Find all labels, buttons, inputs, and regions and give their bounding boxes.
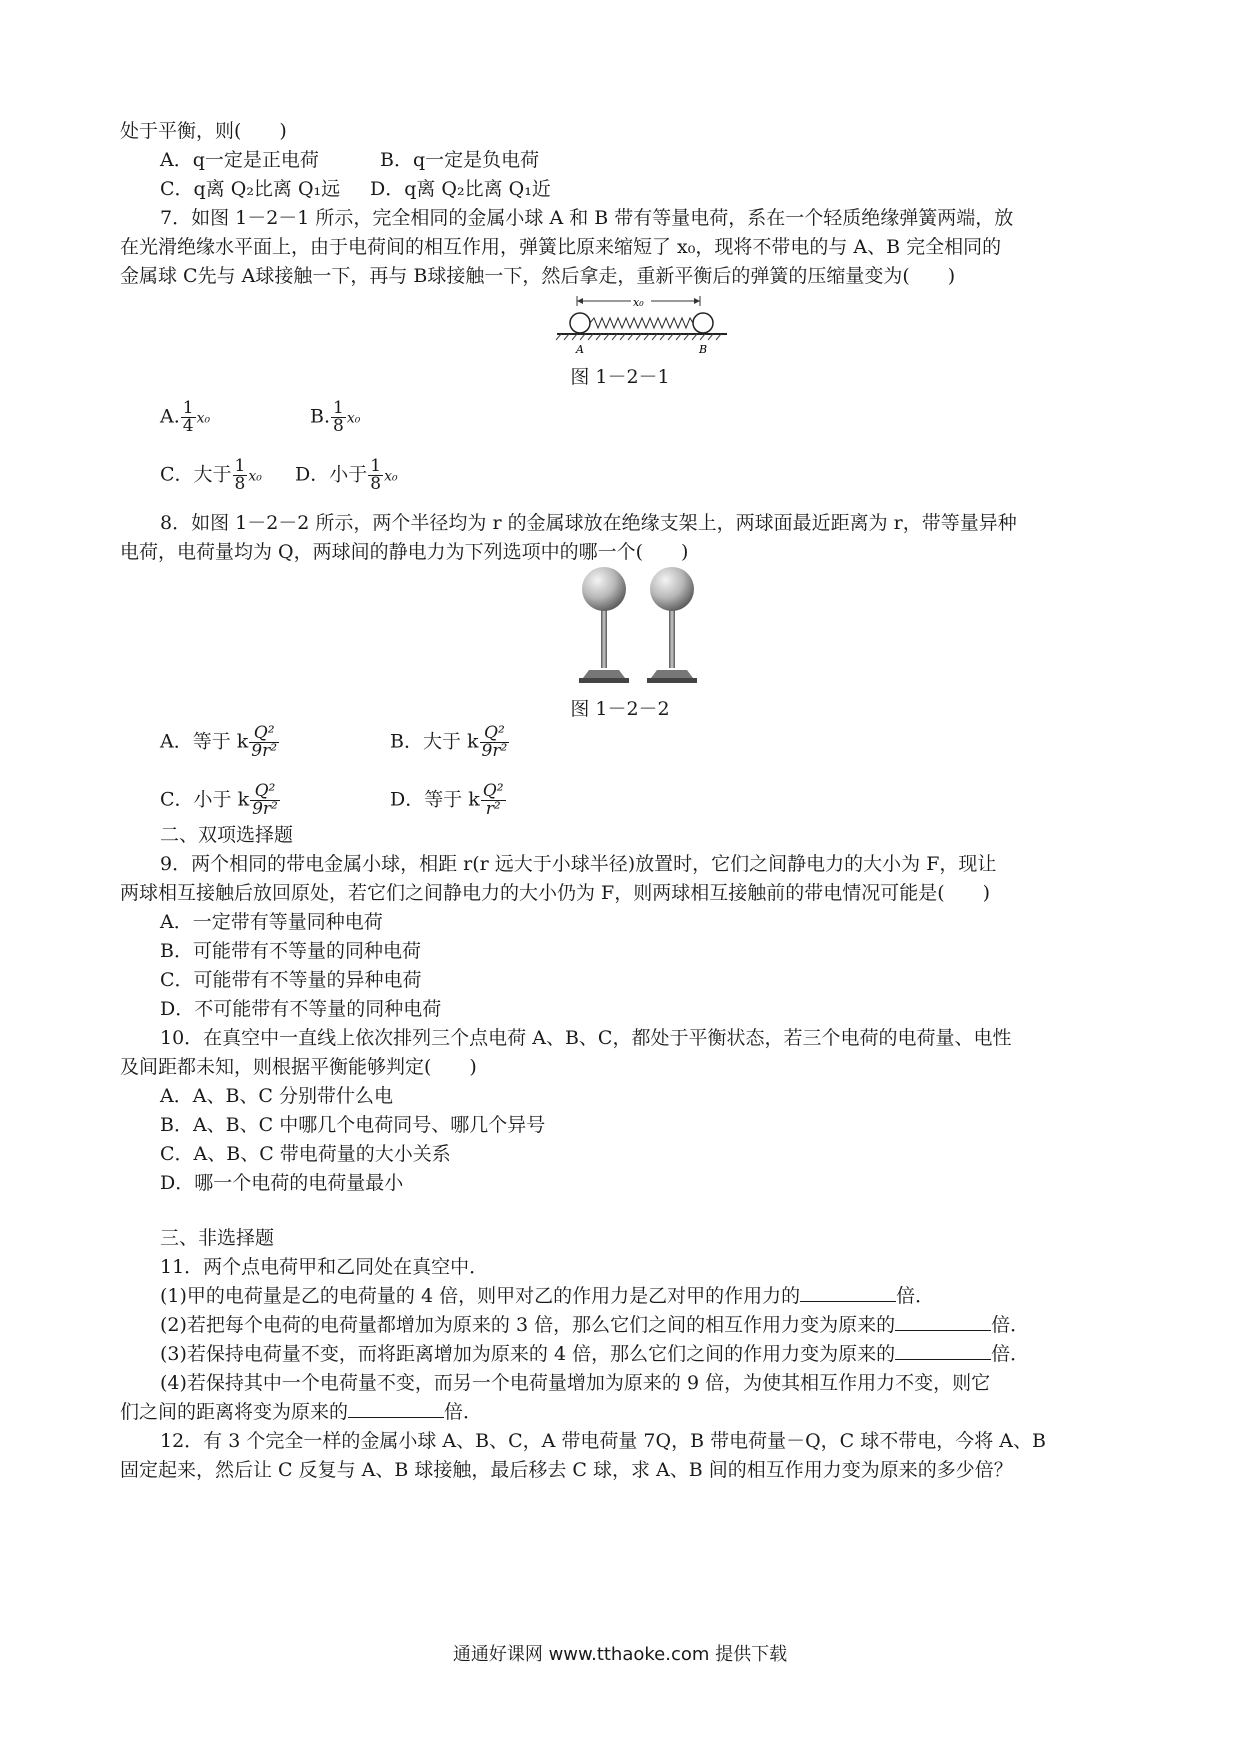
spring-figure — [555, 292, 730, 358]
q6-option-c: C．q离 Q₂比离 Q₁远 — [160, 178, 341, 200]
q7-option-d: D．小于 $\frac{1}{8}$ x₀ — [295, 456, 398, 494]
q10-option-a: A．A、B、C 分别带什么电 — [160, 1085, 393, 1107]
q10-option-d: D．哪一个电荷的电荷量最小 — [160, 1172, 404, 1194]
q7-option-a: A. $\frac{1}{4}$ x₀ — [160, 398, 211, 436]
q8-option-a: A．等于 k $\frac{\text{Q²}}{\text{9r²}}$ — [160, 723, 278, 761]
q9-stem-line1: 9．两个相同的带电金属小球，相距 r(r 远大于小球半径)放置时，它们之间静电力的大小为 F，现让 — [160, 853, 997, 875]
answer-blank-4[interactable] — [348, 1399, 444, 1418]
figure-1-2-1-caption: 图 1－2－1 — [570, 366, 670, 388]
q11-part-4-line2: 们之间的距离将变为原来的 倍． — [120, 1401, 483, 1423]
ball-a-label: A — [576, 343, 584, 356]
q11-part-3: (3)若保持电荷量不变，而将距离增加为原来的 4 倍，那么它们之间的作用力变为原来的 倍． — [160, 1343, 1030, 1365]
q11-intro: 11．两个点电荷甲和乙同处在真空中． — [160, 1256, 489, 1278]
q12-stem-line2: 固定起来，然后让 C 反复与 A、B 球接触，最后移去 C 球，求 A、B 间的相互作用力变为原来的多少倍？ — [120, 1459, 1013, 1481]
q8-option-b: B．大于 k $\frac{\text{Q²}}{\text{9r²}}$ — [390, 723, 508, 761]
q7-stem-line3: 金属球 C先与 A球接触一下，再与 B球接触一下，然后拿走，重新平衡后的弹簧的压缩量变为( ) — [120, 265, 956, 287]
q7-stem-line2: 在光滑绝缘水平面上，由于电荷间的相互作用，弹簧比原来缩短了 x₀，现将不带电的与 A、B 完全相同的 — [120, 236, 1002, 258]
x0-label: x₀ — [633, 296, 644, 309]
q8-stem-line2: 电荷，电荷量均为 Q，两球间的静电力为下列选项中的哪一个( ) — [120, 541, 689, 563]
metal-spheres-figure — [575, 566, 705, 686]
q10-stem-line2: 及间距都未知，则根据平衡能够判定( ) — [120, 1056, 477, 1078]
q9-option-d: D．不可能带有不等量的同种电荷 — [160, 998, 442, 1020]
q8-option-c: C．小于 k $\frac{\text{Q²}}{\text{9r²}}$ — [160, 781, 278, 819]
section-3-heading: 三、非选择题 — [160, 1227, 275, 1249]
q6-option-a: A．q一定是正电荷 — [160, 149, 319, 171]
section-2-heading: 二、双项选择题 — [160, 824, 294, 846]
q8-stem-line1: 8．如图 1－2－2 所示，两个半径均为 r 的金属球放在绝缘支架上，两球面最近距离为 r，带等量异种 — [160, 512, 1017, 534]
answer-blank-1[interactable] — [800, 1283, 896, 1302]
q12-stem-line1: 12．有 3 个完全一样的金属小球 A、B、C，A 带电荷量 7Q，B 带电荷量－Q，C 球不带电，今将 A、B — [160, 1430, 1046, 1452]
footer-watermark: 通通好课网 www.tthaoke.com 提供下载 — [452, 1644, 788, 1665]
q9-option-b: B．可能带有不等量的同种电荷 — [160, 940, 421, 962]
q11-part-4-line1: (4)若保持其中一个电荷量不变，而另一个电荷量增加为原来的 9 倍，为使其相互作用力不变，则它 — [160, 1372, 991, 1394]
q9-stem-line2: 两球相互接触后放回原处，若它们之间静电力的大小仍为 F，则两球相互接触前的带电情况可能是( ) — [120, 882, 991, 904]
q6-option-d: D．q离 Q₂比离 Q₁近 — [370, 178, 551, 200]
q10-stem-line1: 10．在真空中一直线上依次排列三个点电荷 A、B、C，都处于平衡状态，若三个电荷的电荷量、电性 — [160, 1027, 1012, 1049]
ball-b-label: B — [699, 343, 708, 356]
q9-option-c: C．可能带有不等量的异种电荷 — [160, 969, 422, 991]
q11-part-1: (1)甲的电荷量是乙的电荷量的 4 倍，则甲对乙的作用力是乙对甲的作用力的 倍． — [160, 1285, 935, 1307]
q10-option-b: B．A、B、C 中哪几个电荷同号、哪几个异号 — [160, 1114, 546, 1136]
q7-option-b: B. $\frac{1}{8}$ x₀ — [310, 398, 361, 436]
q9-option-a: A．一定带有等量同种电荷 — [160, 911, 383, 933]
q6-stem-tail: 处于平衡，则( ) — [120, 120, 287, 142]
q11-part-2: (2)若把每个电荷的电荷量都增加为原来的 3 倍，那么它们之间的相互作用力变为原来的 倍． — [160, 1314, 1030, 1336]
q7-option-c: C．大于 $\frac{1}{8}$ x₀ — [160, 456, 262, 494]
q7-stem-line1: 7．如图 1－2－1 所示，完全相同的金属小球 A 和 B 带有等量电荷，系在一个轻质绝缘弹簧两端，放 — [160, 207, 1014, 229]
q6-option-b: B．q一定是负电荷 — [380, 149, 540, 171]
q10-option-c: C．A、B、C 带电荷量的大小关系 — [160, 1143, 451, 1165]
q8-option-d: D．等于 k $\frac{\text{Q²}}{\text{r²}}$ — [390, 781, 504, 819]
answer-blank-2[interactable] — [895, 1312, 991, 1331]
figure-1-2-2-caption: 图 1－2－2 — [570, 698, 670, 720]
answer-blank-3[interactable] — [895, 1341, 991, 1360]
